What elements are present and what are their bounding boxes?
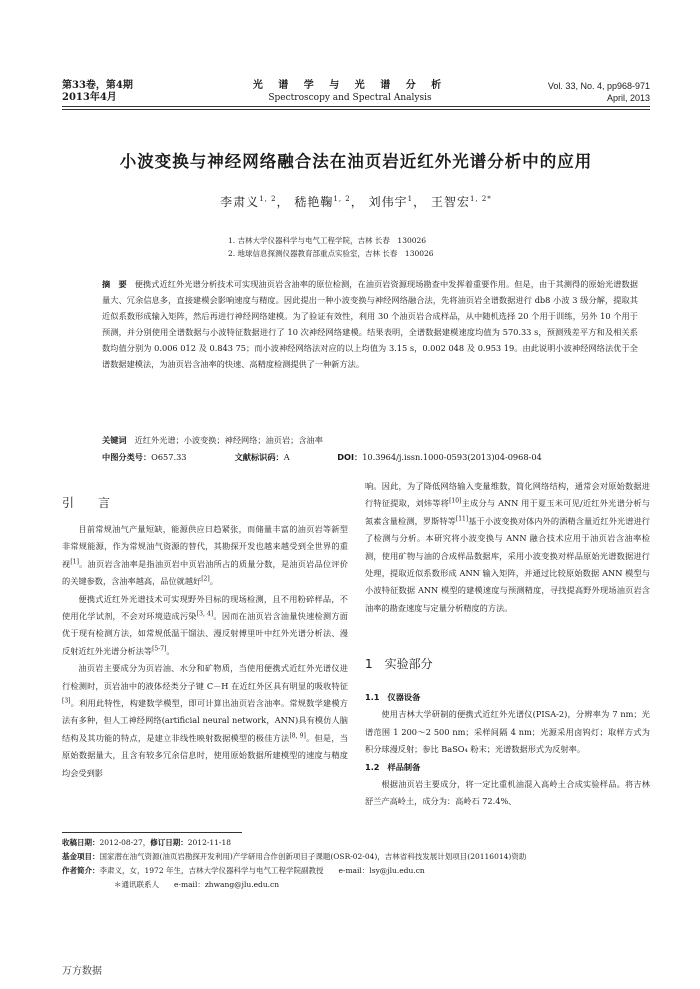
author-list	[62, 193, 650, 210]
abstract-text: 便携式近红外光谱分析技术可实现油页岩含油率的原位检测，在油页岩资源现场勘查中发挥着重要作用。但是，由于其测得的原始光谱数据量大、冗余信息多，直接建模会影响速度与精度。因此提出一种小波变换与神经网络融合法，先将油页岩全谱数据进行 db8 小波 3 级分解，提取其近似系数形成输入矩阵，然后再进行神经网络建模。为了验证有效性，利用 30 个油页岩合成样品，从中随机选择 20 个用于训练，另外 10 个用于预测，并分别使用全谱数据与小波特征数据进行了 10 次神经网络建模。结果表明，全谱数据建模速度均值为 570.33 s，预测残差平方和及相关系数均值分别为 0.006 012 及 0.843 75；而小波神经网络法对应的以上均值为 3.15 s，0.002 048 及 0.953 19。由此说明小波神经网络法优于全谱数据建模法，为油页岩含油率的快速、高精度检测提供了一种新方法。	[102, 279, 638, 369]
classification-line	[102, 449, 638, 465]
header-rule	[62, 106, 650, 107]
header-rule-secondary	[62, 109, 650, 110]
journal-volume-info-en	[548, 80, 650, 104]
paragraph: 根据油页岩主要成分，将一定比重机油混入高岭土合成实验样品。将吉林舒兰产高岭土，成分为：高岭石 72.4%、	[365, 779, 650, 807]
footnote-dates: 收稿日期：2012-08-27，修订日期：2012-11-18	[62, 838, 231, 847]
clc-label: 中图分类号：	[102, 452, 152, 462]
volume-pages-en: Vol. 33, No. 4, pp968-971	[547, 81, 650, 91]
journal-title-block	[230, 80, 470, 104]
publication-date: 2013年4月	[62, 92, 117, 103]
footnote-corresponding: ＊通讯联系人 e-mail：zhwang@jlu.edu.cn	[114, 880, 280, 889]
doc-code-value: A	[283, 452, 290, 462]
affiliation: 2. 地球信息探测仪器教育部重点实验室，吉林 长春 130026	[228, 249, 434, 258]
intro-heading: 引 言	[62, 496, 117, 510]
doi-label: DOI：	[337, 452, 363, 462]
volume-issue: 第33卷，第4期	[62, 80, 133, 91]
doi-value: 10.3964/j.issn.1000-0593(2013)04-0968-04	[362, 452, 542, 462]
footnote	[62, 836, 650, 892]
author: 刘伟宇$^1$，	[368, 195, 427, 209]
abstract	[102, 276, 638, 372]
section-1-body	[365, 689, 650, 811]
journal-volume-info	[62, 80, 133, 104]
keywords-text: 近红外光谱；小波变换；神经网络；油页岩；含油率	[134, 435, 323, 445]
journal-title-en: Spectroscopy and Spectral Analysis	[268, 93, 432, 103]
paragraph: 响。因此，为了降低网络输入变量维数，简化网络结构，通常会对原始数据进行特征提取，刘炜等将[10]主成分与 ANN 用于夏玉米可见/近红外光谱分析与氮素含量检测，罗斯特等[11]基于小波变换对体内外的酒精含量近红外光谱进行了检测与分析。本研究将小波变换与 ANN 融合技术应用于油页岩含油率检测，使用矿物与油的合成样品数据库，采用小波变换对样品原始光谱数据进行处理，提取近似系数形成 ANN 输入矩阵，并通过比较原始数据 ANN 模型与小波特征数据 ANN 模型的建模速度与预测精度，寻找提高野外现场油页岩含油率的勘查速度与定量分析精度的方法。	[365, 481, 650, 613]
journal-title-cn: 光 谱 学 与 光 谱 分 析	[252, 80, 448, 91]
subsection-heading: 1.2 样品制备	[365, 761, 421, 772]
keywords-label: 关键词	[102, 435, 127, 445]
footnote-fund: 基金项目：国家潜在油气资源(油页岩勘探开发利用)产学研用合作创新项目子课题(OSR-02-04)，吉林省科技发展计划项目(20116014)资助	[62, 852, 527, 861]
paragraph: 便携式近红外光谱技术可实现野外目标的现场检测，且不用粉碎样品，不使用化学试剂，不会对环境造成污染[3, 4]。因而在油页岩含油量快速检测方面优于现有检测方法，如常规低温干馏法、漫反射傅里叶中红外光谱分析法、漫反射近红外光谱分析法等[5-7]。	[62, 593, 348, 656]
paragraph: 目前常规油气产量短缺，能源供应日趋紧张，而储量丰富的油页岩等新型非常规能源，作为常规油气资源的替代，其勘探开发也越来越受到全世界的重视[1]。油页岩含油率是指油页岩中页岩油所占的质量分数，是油页岩品位评价的关键参数，含油率越高，品位就越好[2]。	[62, 524, 348, 587]
paragraph: 使用吉林大学研制的便携式近红外光谱仪(PISA-2)，分辨率为 7 nm；光谱范围 1 200～2 500 nm；采样间隔 4 nm；光源采用卤钨灯；取样方式为积分球漫反射；参比 BaSO₄ 粉末；光谱数据形式为反射率。	[365, 709, 650, 755]
watermark-text: 万方数据	[62, 966, 102, 977]
abstract-label: 摘 要	[102, 279, 127, 289]
paper-title: 小波变换与神经网络融合法在油页岩近红外光谱分析中的应用	[119, 152, 593, 171]
author: 李肃义$^{1, 2}$，	[220, 195, 290, 209]
doc-code-label: 文献标识码：	[234, 452, 284, 462]
keywords	[102, 432, 638, 448]
footnote-rule	[62, 832, 242, 833]
author: 嵇艳鞠$^{1, 2}$，	[294, 195, 364, 209]
paragraph: 油页岩主要成分为页岩油、水分和矿物质，当使用便携式近红外光谱仪进行检测时，页岩油中的液体烃类分子键 C－H 在近红外区具有明显的吸收特征[3]。利用此特性，构建数学模型，即可计算出油页岩含油率。常规数学建模方法有多种，但人工神经网络(artificial neural network，ANN)具有模仿人脑结构及其功能的特点，是建立非线性映射数据模型的极佳方法[8, 9]。但是，当原始数据量大，且含有较多冗余信息时，使用原始数据所建模型的速度与精度均会受到影	[62, 663, 348, 778]
affiliations	[228, 234, 434, 260]
clc-value: O657.33	[151, 452, 187, 462]
publication-date-en: April, 2013	[606, 93, 650, 103]
author: 王智宏$^{1, 2*}$	[430, 195, 492, 209]
intro-body	[62, 521, 348, 782]
intro-continued	[365, 478, 650, 617]
affiliation: 1. 吉林大学仪器科学与电气工程学院，吉林 长春 130026	[228, 236, 427, 245]
subsection-heading: 1.1 仪器设备	[365, 692, 421, 702]
footnote-bio: 作者简介：李肃义，女，1972 年生，吉林大学仪器科学与电气工程学院副教授 e-mail：lsy@jlu.edu.cn	[62, 866, 425, 875]
section-heading: 1 实验部分	[365, 657, 433, 671]
